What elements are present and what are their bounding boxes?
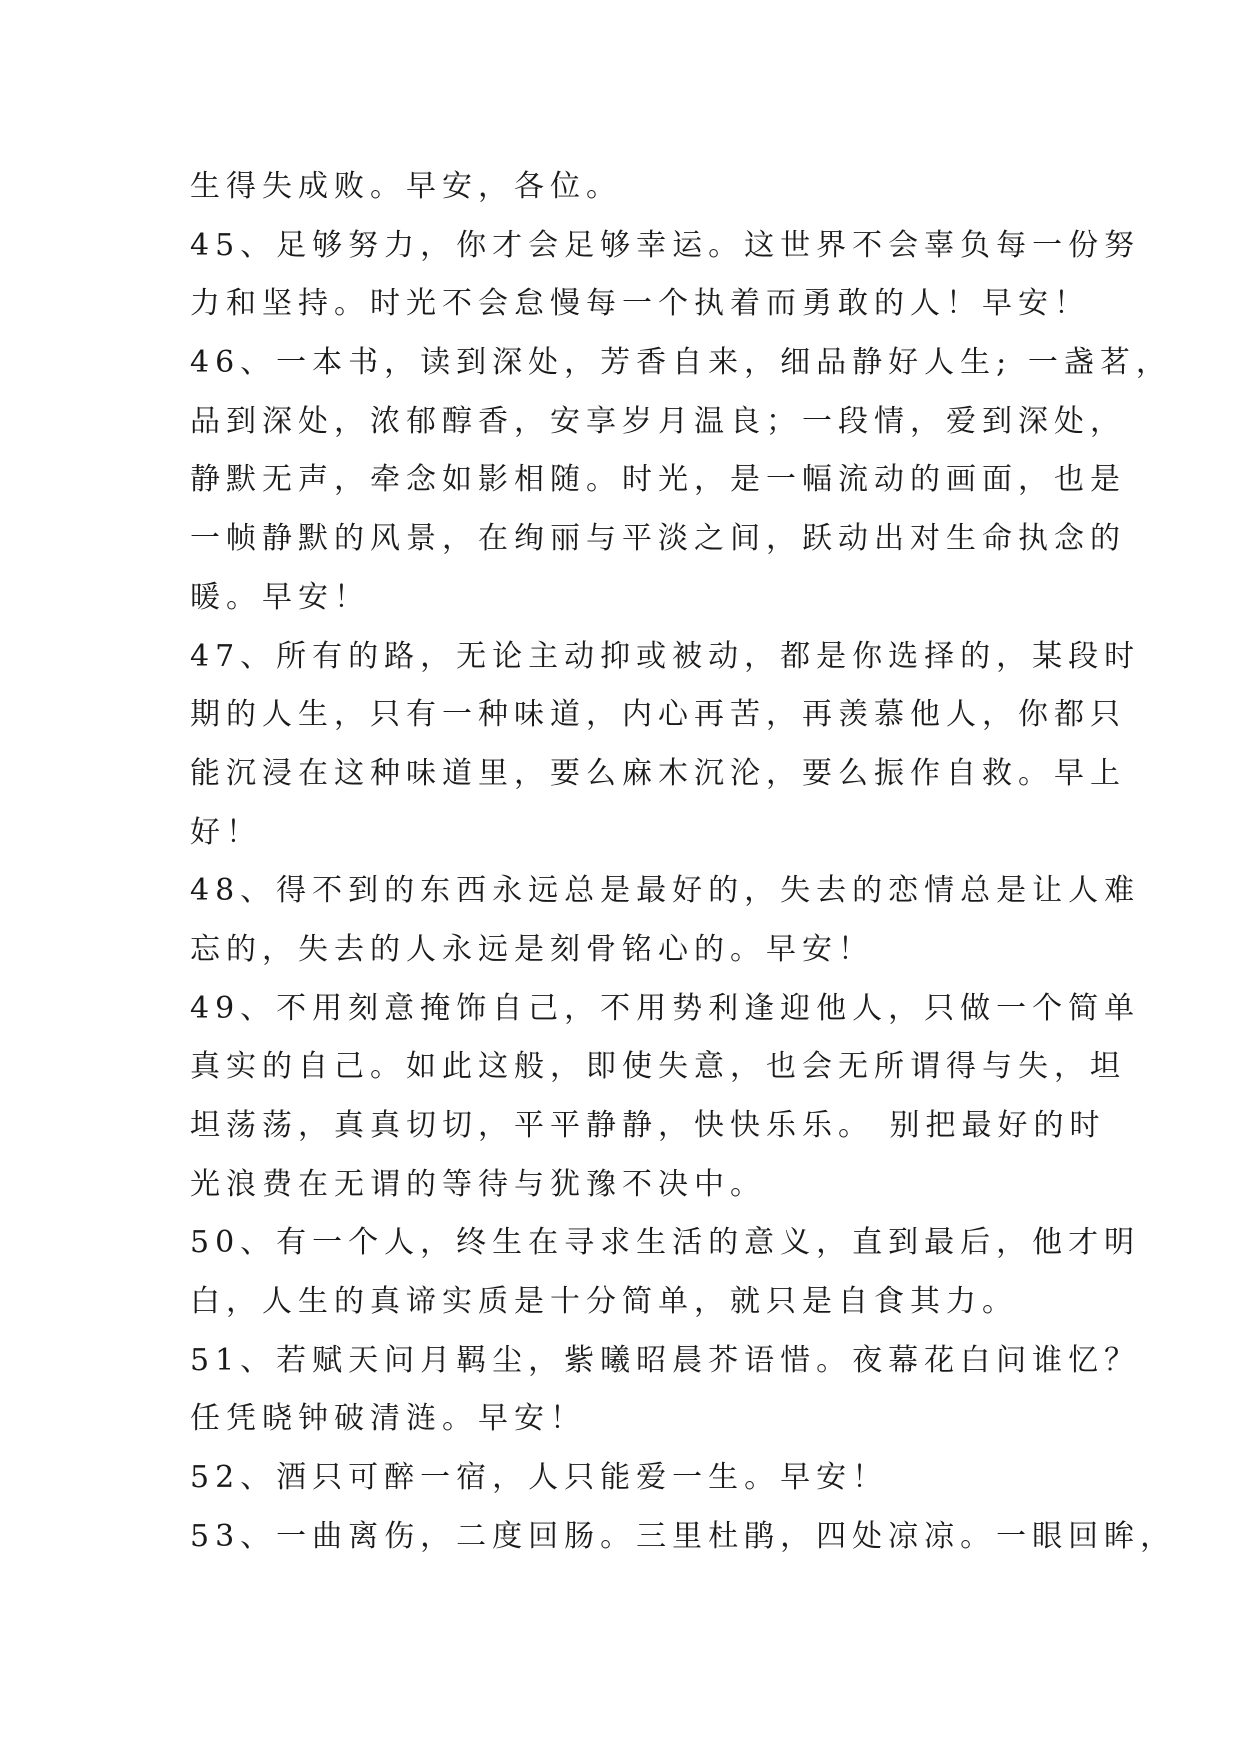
text-line: 52、酒只可醉一宿，人只能爱一生。早安！ (190, 1460, 889, 1496)
text-line: 白，人生的真谛实质是十分简单，就只是自食其力。 (190, 1284, 1018, 1320)
text-line: 46、一本书，读到深处，芳香自来，细品静好人生; 一盏茗， (190, 345, 1172, 381)
text-line: 坦荡荡，真真切切，平平静静，快快乐乐。 别把最好的时 (190, 1108, 1106, 1143)
text-line: 50、有一个人，终生在寻求生活的意义，直到最后，他才明 (190, 1225, 1141, 1261)
text-line: 力和坚持。时光不会怠慢每一个执着而勇敢的人！早安！ (190, 286, 1090, 322)
text-line: 一帧静默的风景，在绚丽与平淡之间，跃动出对生命执念的 (190, 521, 1126, 557)
text-line: 53、一曲离伤，二度回肠。三里杜鹃，四处凉凉。一眼回眸， (190, 1518, 1177, 1554)
text-line: 生得失成败。早安，各位。 (190, 169, 622, 204)
text-line: 好！ (190, 814, 262, 850)
text-line: 暖。早安！ (190, 579, 370, 615)
body-text (190, 158, 1177, 1567)
text-line: 真实的自己。如此这般，即使失意，也会无所谓得与失，坦 (190, 1049, 1126, 1085)
text-line: 任凭晓钟破清涟。早安！ (190, 1401, 586, 1437)
text-line: 48、得不到的东西永远总是最好的，失去的恋情总是让人难 (190, 873, 1141, 909)
text-line: 静默无声，牵念如影相随。时光，是一幅流动的画面，也是 (190, 462, 1126, 498)
text-line: 45、足够努力，你才会足够幸运。这世界不会辜负每一份努 (190, 227, 1141, 263)
text-line: 49、不用刻意掩饰自己，不用势利逢迎他人，只做一个简单 (190, 990, 1141, 1026)
text-line: 能沉浸在这种味道里，要么麻木沉沦，要么振作自救。早上 (190, 755, 1126, 791)
text-line: 47、所有的路，无论主动抑或被动，都是你选择的，某段时 (190, 638, 1141, 674)
text-line: 忘的，失去的人永远是刻骨铭心的。早安！ (190, 931, 874, 967)
text-line: 光浪费在无谓的等待与犹豫不决中。 (190, 1166, 766, 1202)
text-line: 品到深处，浓郁醇香，安享岁月温良；一段情，爱到深处， (190, 403, 1126, 439)
text-line: 51、若赋天问月羁尘，紫曦昭晨芥语惜。夜幕花白问谁忆？ (190, 1342, 1141, 1378)
text-line: 期的人生，只有一种味道，内心再苦，再羡慕他人，你都只 (190, 697, 1126, 733)
